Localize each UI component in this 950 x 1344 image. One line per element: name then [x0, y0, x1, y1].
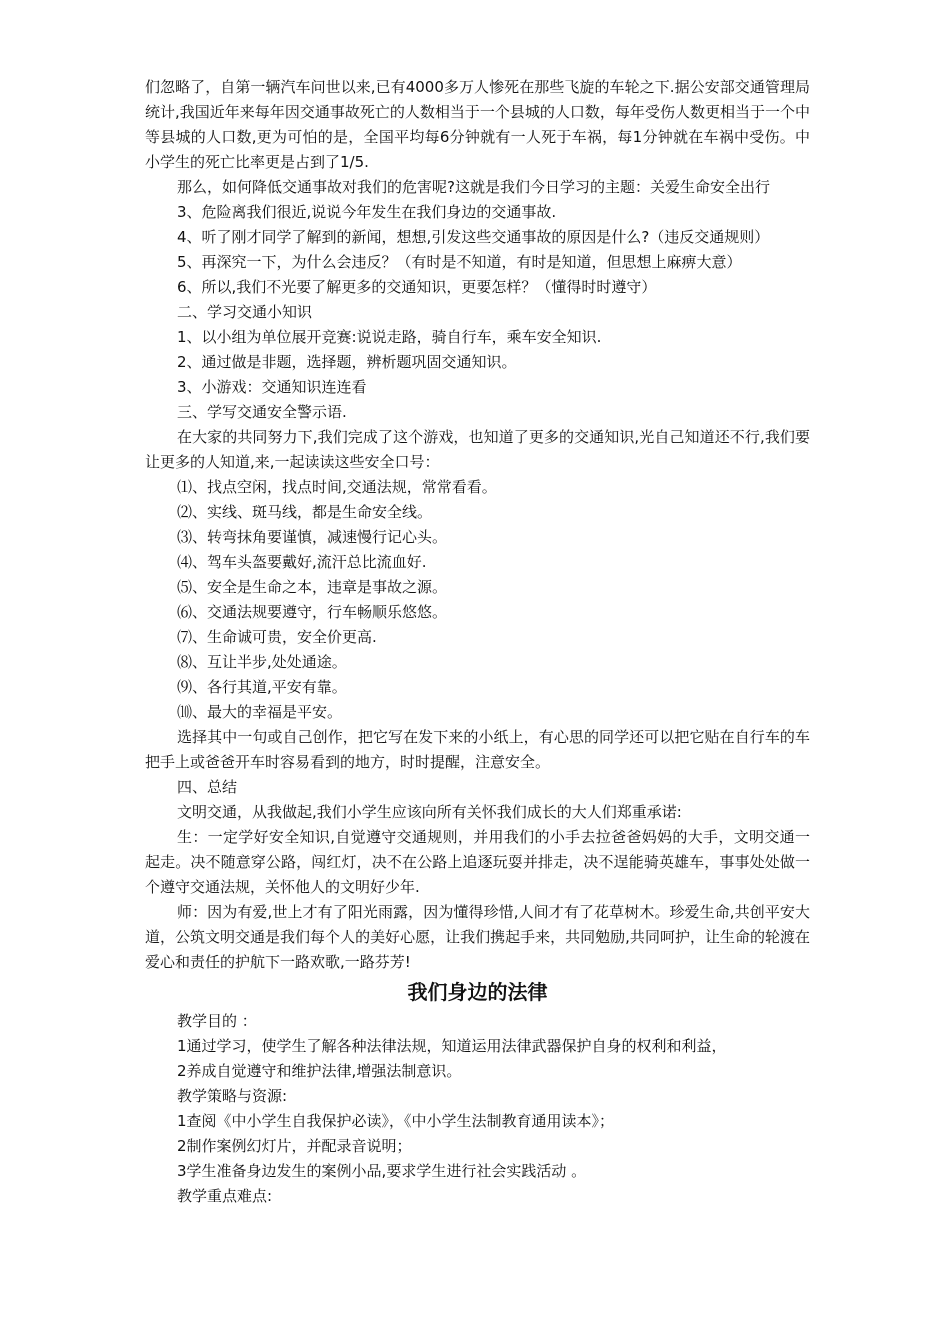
paragraph: 们忽略了，自第一辆汽车问世以来,已有4000多万人惨死在那些飞旋的车轮之下.据公安部交通管理局统计,我国近年来每年因交通事故死亡的人数相当于一个县城的人口数，每年受伤人数更相当于一个中等县城的人口数,更为可怕的是，全国平均每6分钟就有一人死于车祸，每1分钟就在车祸中受伤。中小学生的死亡比率更是占到了1/5.: [145, 78, 810, 171]
paragraph: 四、总结: [177, 778, 238, 796]
paragraph: 3学生准备身边发生的案例小品,要求学生进行社会实践活动 。: [177, 1162, 587, 1180]
paragraph: ⑻、互让半步,处处通途。: [177, 653, 347, 671]
paragraph: ⑵、实线、斑马线，都是生命安全线。: [177, 503, 433, 521]
paragraph: ⑶、转弯抹角要谨慎，减速慢行记心头。: [177, 528, 448, 546]
paragraph: 师：因为有爱,世上才有了阳光雨露，因为懂得珍惜,人间才有了花草树木。珍爱生命,共创平安大道，公筑文明交通是我们每个人的美好心愿，让我们携起手来，共同勉励,共同呵护，让生命的轮渡在爱心和责任的护航下一路欢歌,一路芬芳!: [145, 903, 810, 971]
lesson-plan-traffic-safety: [145, 75, 810, 975]
paragraph: 2、通过做是非题，选择题，辨析题巩固交通知识。: [177, 353, 517, 371]
paragraph: 2制作案例幻灯片，并配录音说明；: [177, 1137, 412, 1155]
paragraph: ⑽、最大的幸福是平安。: [177, 703, 343, 721]
section-title: 我们身边的法律: [407, 980, 548, 1004]
paragraph: 4、听了刚才同学了解到的新闻，想想,引发这些交通事故的原因是什么?（违反交通规则）: [177, 228, 770, 246]
paragraph: 教学重点难点:: [177, 1187, 273, 1205]
paragraph: 5、再深究一下，为什么会违反？（有时是不知道，有时是知道，但思想上麻痹大意）: [177, 253, 742, 271]
paragraph: 文明交通，从我做起,我们小学生应该向所有关怀我们成长的大人们郑重承诺:: [177, 803, 682, 821]
paragraph: 3、小游戏：交通知识连连看: [177, 378, 367, 396]
paragraph: ⑸、安全是生命之本，违章是事故之源。: [177, 578, 448, 596]
paragraph: 1查阅《中小学生自我保护必读》，《中小学生法制教育通用读本》；: [177, 1112, 615, 1130]
paragraph: 2养成自觉遵守和维护法律,增强法制意识。: [177, 1062, 462, 1080]
paragraph: 在大家的共同努力下,我们完成了这个游戏，也知道了更多的交通知识,光自己知道还不行,我们要让更多的人知道,来,一起读读这些安全口号：: [145, 428, 810, 471]
paragraph: ⑹、交通法规要遵守，行车畅顺乐悠悠。: [177, 603, 448, 621]
paragraph: ⑺、生命诚可贵，安全价更高.: [177, 628, 377, 646]
document-page: [145, 75, 810, 1209]
paragraph: 1通过学习，使学生了解各种法律法规，知道运用法律武器保护自身的权利和利益，: [177, 1037, 727, 1055]
paragraph: ⑷、驾车头盔要戴好,流汗总比流血好.: [177, 553, 427, 571]
paragraph: 教学策略与资源:: [177, 1087, 288, 1105]
paragraph: 1、以小组为单位展开竞赛:说说走路，骑自行车，乘车安全知识.: [177, 328, 602, 346]
paragraph: 教学目的 ：: [177, 1012, 257, 1030]
paragraph: 二、学习交通小知识: [177, 303, 313, 321]
paragraph: 那么，如何降低交通事故对我们的危害呢?这就是我们今日学习的主题：关爱生命安全出行: [177, 178, 770, 196]
paragraph: 选择其中一句或自己创作，把它写在发下来的小纸上，有心思的同学还可以把它贴在自行车的车把手上或爸爸开车时容易看到的地方，时时提醒，注意安全。: [145, 728, 810, 771]
paragraph: 三、学写交通安全警示语.: [177, 403, 347, 421]
paragraph: 3、危险离我们很近,说说今年发生在我们身边的交通事故.: [177, 203, 557, 221]
paragraph: 生：一定学好安全知识,自觉遵守交通规则，并用我们的小手去拉爸爸妈妈的大手，文明交通一起走。决不随意穿公路，闯红灯，决不在公路上追逐玩耍并排走，决不逞能骑英雄车，事事处处做一个遵守交通法规，关怀他人的文明好少年.: [145, 828, 810, 896]
paragraph: ⑼、各行其道,平安有靠。: [177, 678, 347, 696]
paragraph: ⑴、找点空闲，找点时间,交通法规，常常看看。: [177, 478, 497, 496]
lesson-plan-law: [145, 1009, 810, 1209]
paragraph: 6、所以,我们不光要了解更多的交通知识，更要怎样？（懂得时时遵守）: [177, 278, 657, 296]
